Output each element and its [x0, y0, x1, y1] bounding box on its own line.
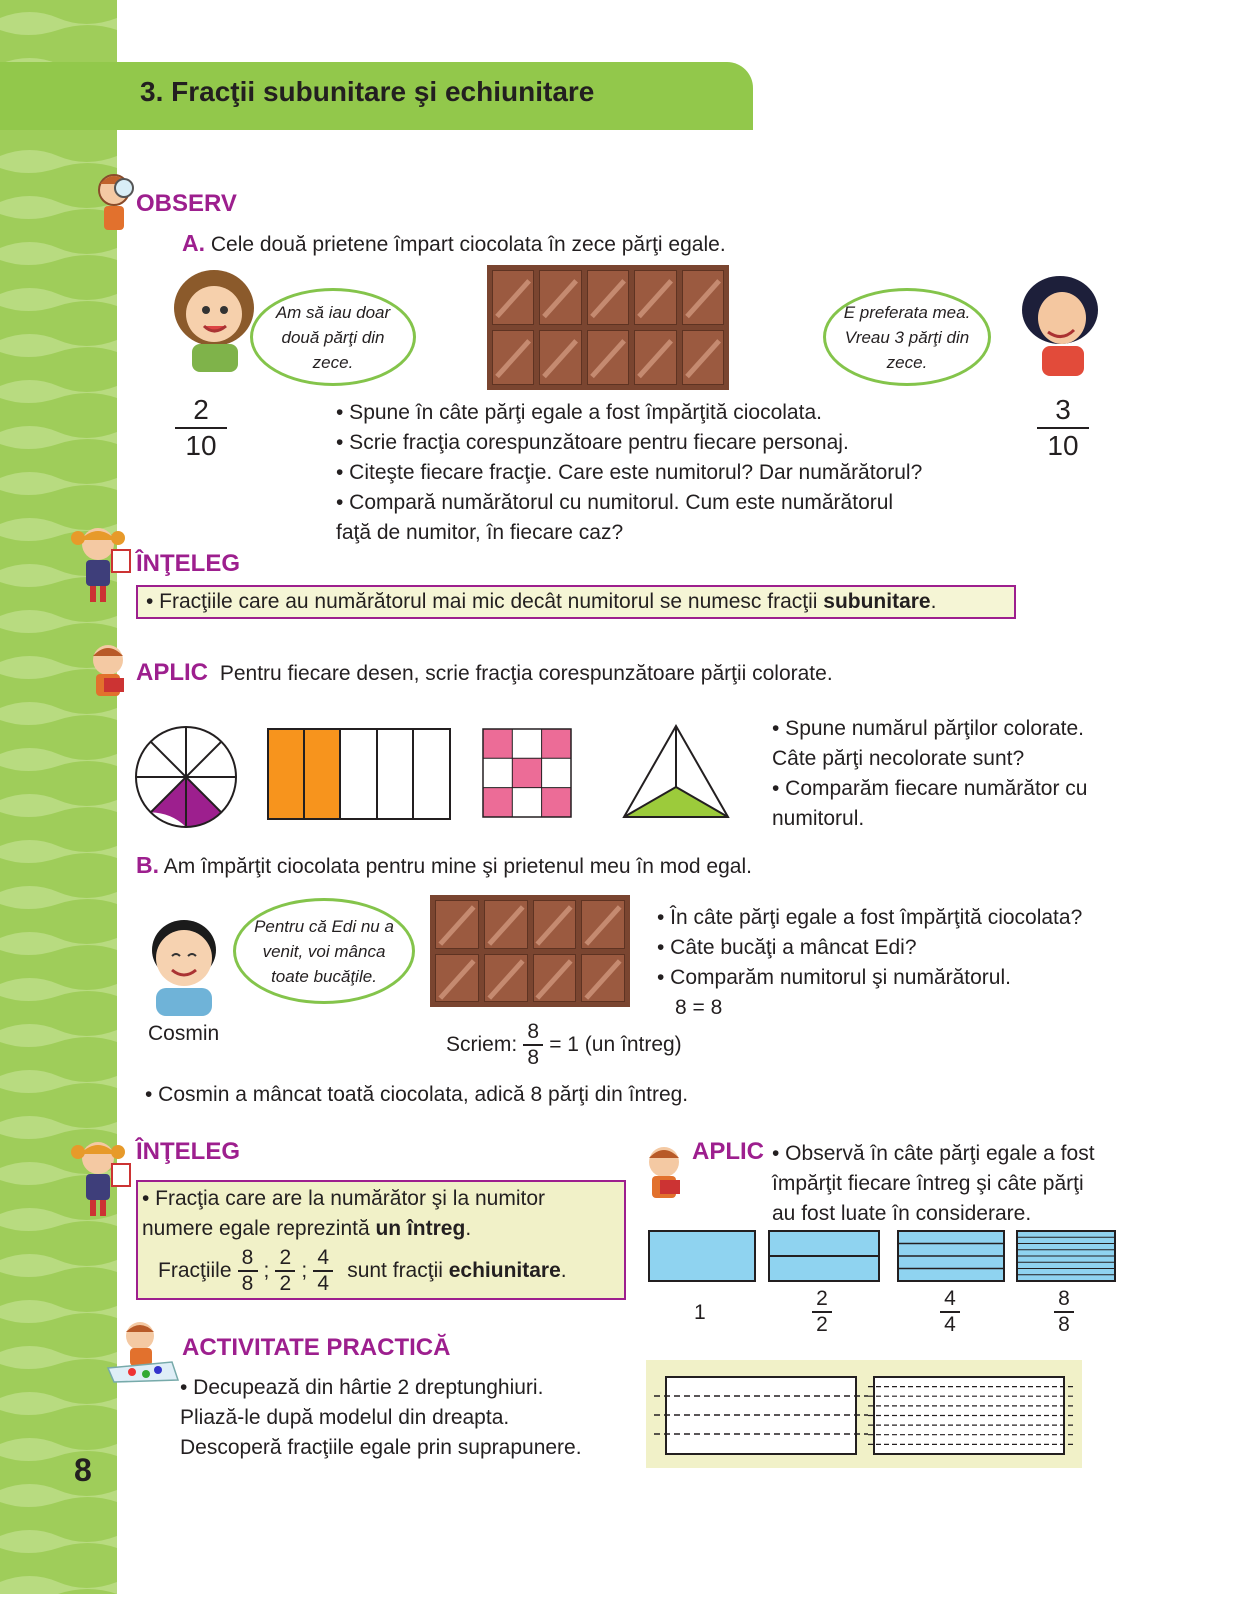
- eighths-rectangle: [1016, 1230, 1116, 1287]
- equality: 8 = 8: [675, 996, 723, 1019]
- rule-echiunitare: • Fracţia care are la numărător şi la numitor numere egale reprezintă un întreg. Fracţiile $\frac{8}{8}$ ; $\frac{2}{2}$ ; $\frac{4}{4}$ sunt fracţii echiunitare.: [136, 1180, 626, 1300]
- fourths-rectangle: [897, 1230, 1005, 1287]
- chocolate-bar-8: [430, 895, 630, 1007]
- fraction-three-tenths: 3 10: [1037, 393, 1089, 463]
- folding-model-figure: [646, 1360, 1082, 1468]
- inteleg-heading-1: ÎNŢELEG: [136, 550, 241, 577]
- cosmin-illustration: [142, 916, 232, 1016]
- cosmin-name: Cosmin: [148, 1022, 220, 1045]
- page-title: 3. Fracţii subunitare şi echiunitare: [140, 76, 595, 107]
- section-a-text: [182, 228, 726, 260]
- list-item: • Comparăm numitorul şi numărătorul.: [657, 966, 1011, 989]
- triangle-thirds-figure: [620, 722, 732, 825]
- speech-bubble-left: Am să iau doar două părţi din zece.: [250, 288, 416, 386]
- section-b-conclusion: • Cosmin a mâncat toată ciocolata, adică 8 părţi din întreg.: [145, 1083, 689, 1106]
- circle-colored-slice: [151, 777, 186, 827]
- circle-eighths-figure: [133, 724, 239, 835]
- list-item: • Câte bucăţi a mâncat Edi?: [657, 936, 917, 959]
- speech-bubble-cosmin: Pentru că Edi nu a venit, voi mânca toate bucăţile.: [233, 898, 415, 1004]
- circle-colored-slice: [186, 777, 221, 827]
- list-item: • Citeşte fiecare fracţie. Care este numitorul? Dar numărătorul?: [336, 461, 923, 484]
- aplic1-bullets: [772, 714, 1132, 834]
- activitate-text: • Decupează din hârtie 2 dreptunghiuri. Pliază-le după modelul din dreapta. Descoperă fracţiile egale prin suprapunere.: [180, 1376, 582, 1459]
- fraction-four-fourths: $\frac{4}{4}$: [313, 1246, 333, 1296]
- fraction-eight-eighths: $\frac{8}{8}$: [523, 1020, 543, 1070]
- folding-model-box: [646, 1360, 1082, 1468]
- list-item: • În câte părţi egale a fost împărţită ciocolata?: [657, 906, 1083, 929]
- label-eight-eighths: 8 8: [1054, 1287, 1074, 1337]
- wave-pattern: [0, 0, 117, 1594]
- aplic2-text: • Observă în câte părţi egale a fost împărţit fiecare întreg şi câte părţi au fost luate în considerare.: [772, 1142, 1095, 1225]
- observ-bullets: [336, 398, 1016, 548]
- boy-book-icon: [640, 1142, 688, 1202]
- girl-left-illustration: [170, 268, 262, 376]
- label-whole: 1: [694, 1301, 706, 1324]
- boy-magnifier-icon: [94, 170, 136, 234]
- chocolate-bar-10: [487, 265, 729, 390]
- section-b-letter: B.: [136, 852, 159, 878]
- observ-heading: OBSERV: [136, 190, 237, 217]
- rectangle-fifths-figure: [267, 728, 451, 825]
- girl-reading-icon: [68, 1136, 134, 1218]
- whole-rectangle: [648, 1230, 756, 1287]
- list-item: faţă de numitor, în fiecare caz?: [336, 521, 624, 544]
- sidebar-decoration: [0, 0, 117, 1594]
- section-a-sentence: Cele două prietene împart ciocolata în zece părţi egale.: [210, 233, 726, 256]
- scriem-line: Scriem: $\frac{8}{8}$ = 1 (un întreg): [446, 1020, 682, 1069]
- fraction-two-tenths: 2 10: [175, 393, 227, 463]
- rule-subunitare: • Fracţiile care au numărătorul mai mic decât numitorul se numesc fracţii subunitare.: [136, 585, 1016, 619]
- section-b-sentence: Am împărţit ciocolata pentru mine şi prietenul meu în mod egal.: [163, 855, 752, 878]
- aplic-instruction: Pentru fiecare desen, scrie fracţia corespunzătoare părţii colorate.: [219, 662, 833, 685]
- aplic-heading-2: APLIC: [692, 1138, 764, 1165]
- grid-ninths-figure: [482, 728, 572, 823]
- inteleg-heading-2: ÎNŢELEG: [136, 1138, 241, 1165]
- list-item: numitorul.: [772, 807, 865, 830]
- activitate-heading: ACTIVITATE PRACTICĂ: [182, 1334, 451, 1361]
- girl-reading-icon: [68, 522, 134, 604]
- label-four-fourths: 4 4: [940, 1287, 960, 1337]
- fraction-eight-eighths: $\frac{8}{8}$: [238, 1246, 258, 1296]
- page-number: 8: [74, 1452, 92, 1488]
- list-item: Câte părţi necolorate sunt?: [772, 747, 1025, 770]
- girl-right-illustration: [1008, 272, 1104, 376]
- boy-book-icon: [84, 640, 132, 700]
- fraction-two-halves: $\frac{2}{2}$: [275, 1246, 295, 1296]
- aplic-heading-1: APLIC: [136, 659, 208, 686]
- list-item: • Spune în câte părţi egale a fost împărţită ciocolata.: [336, 401, 822, 424]
- aplic-line-1: [136, 658, 833, 689]
- list-item: • Spune numărul părţilor colorate.: [772, 717, 1085, 740]
- title-bar: [0, 62, 753, 130]
- label-two-halves: 2 2: [812, 1287, 832, 1337]
- list-item: • Comparăm fiecare numărător cu: [772, 777, 1088, 800]
- section-a-letter: A.: [182, 230, 205, 256]
- list-item: • Scrie fracţia corespunzătoare pentru fiecare personaj.: [336, 431, 849, 454]
- speech-bubble-right: E preferata mea. Vreau 3 părţi din zece.: [823, 288, 991, 386]
- halves-rectangle: [768, 1230, 880, 1287]
- section-b-text: [136, 850, 752, 882]
- list-item: • Compară numărătorul cu numitorul. Cum este numărătorul: [336, 491, 894, 514]
- section-b-bullets: [657, 903, 1137, 1023]
- boy-crafting-icon: [102, 1318, 182, 1384]
